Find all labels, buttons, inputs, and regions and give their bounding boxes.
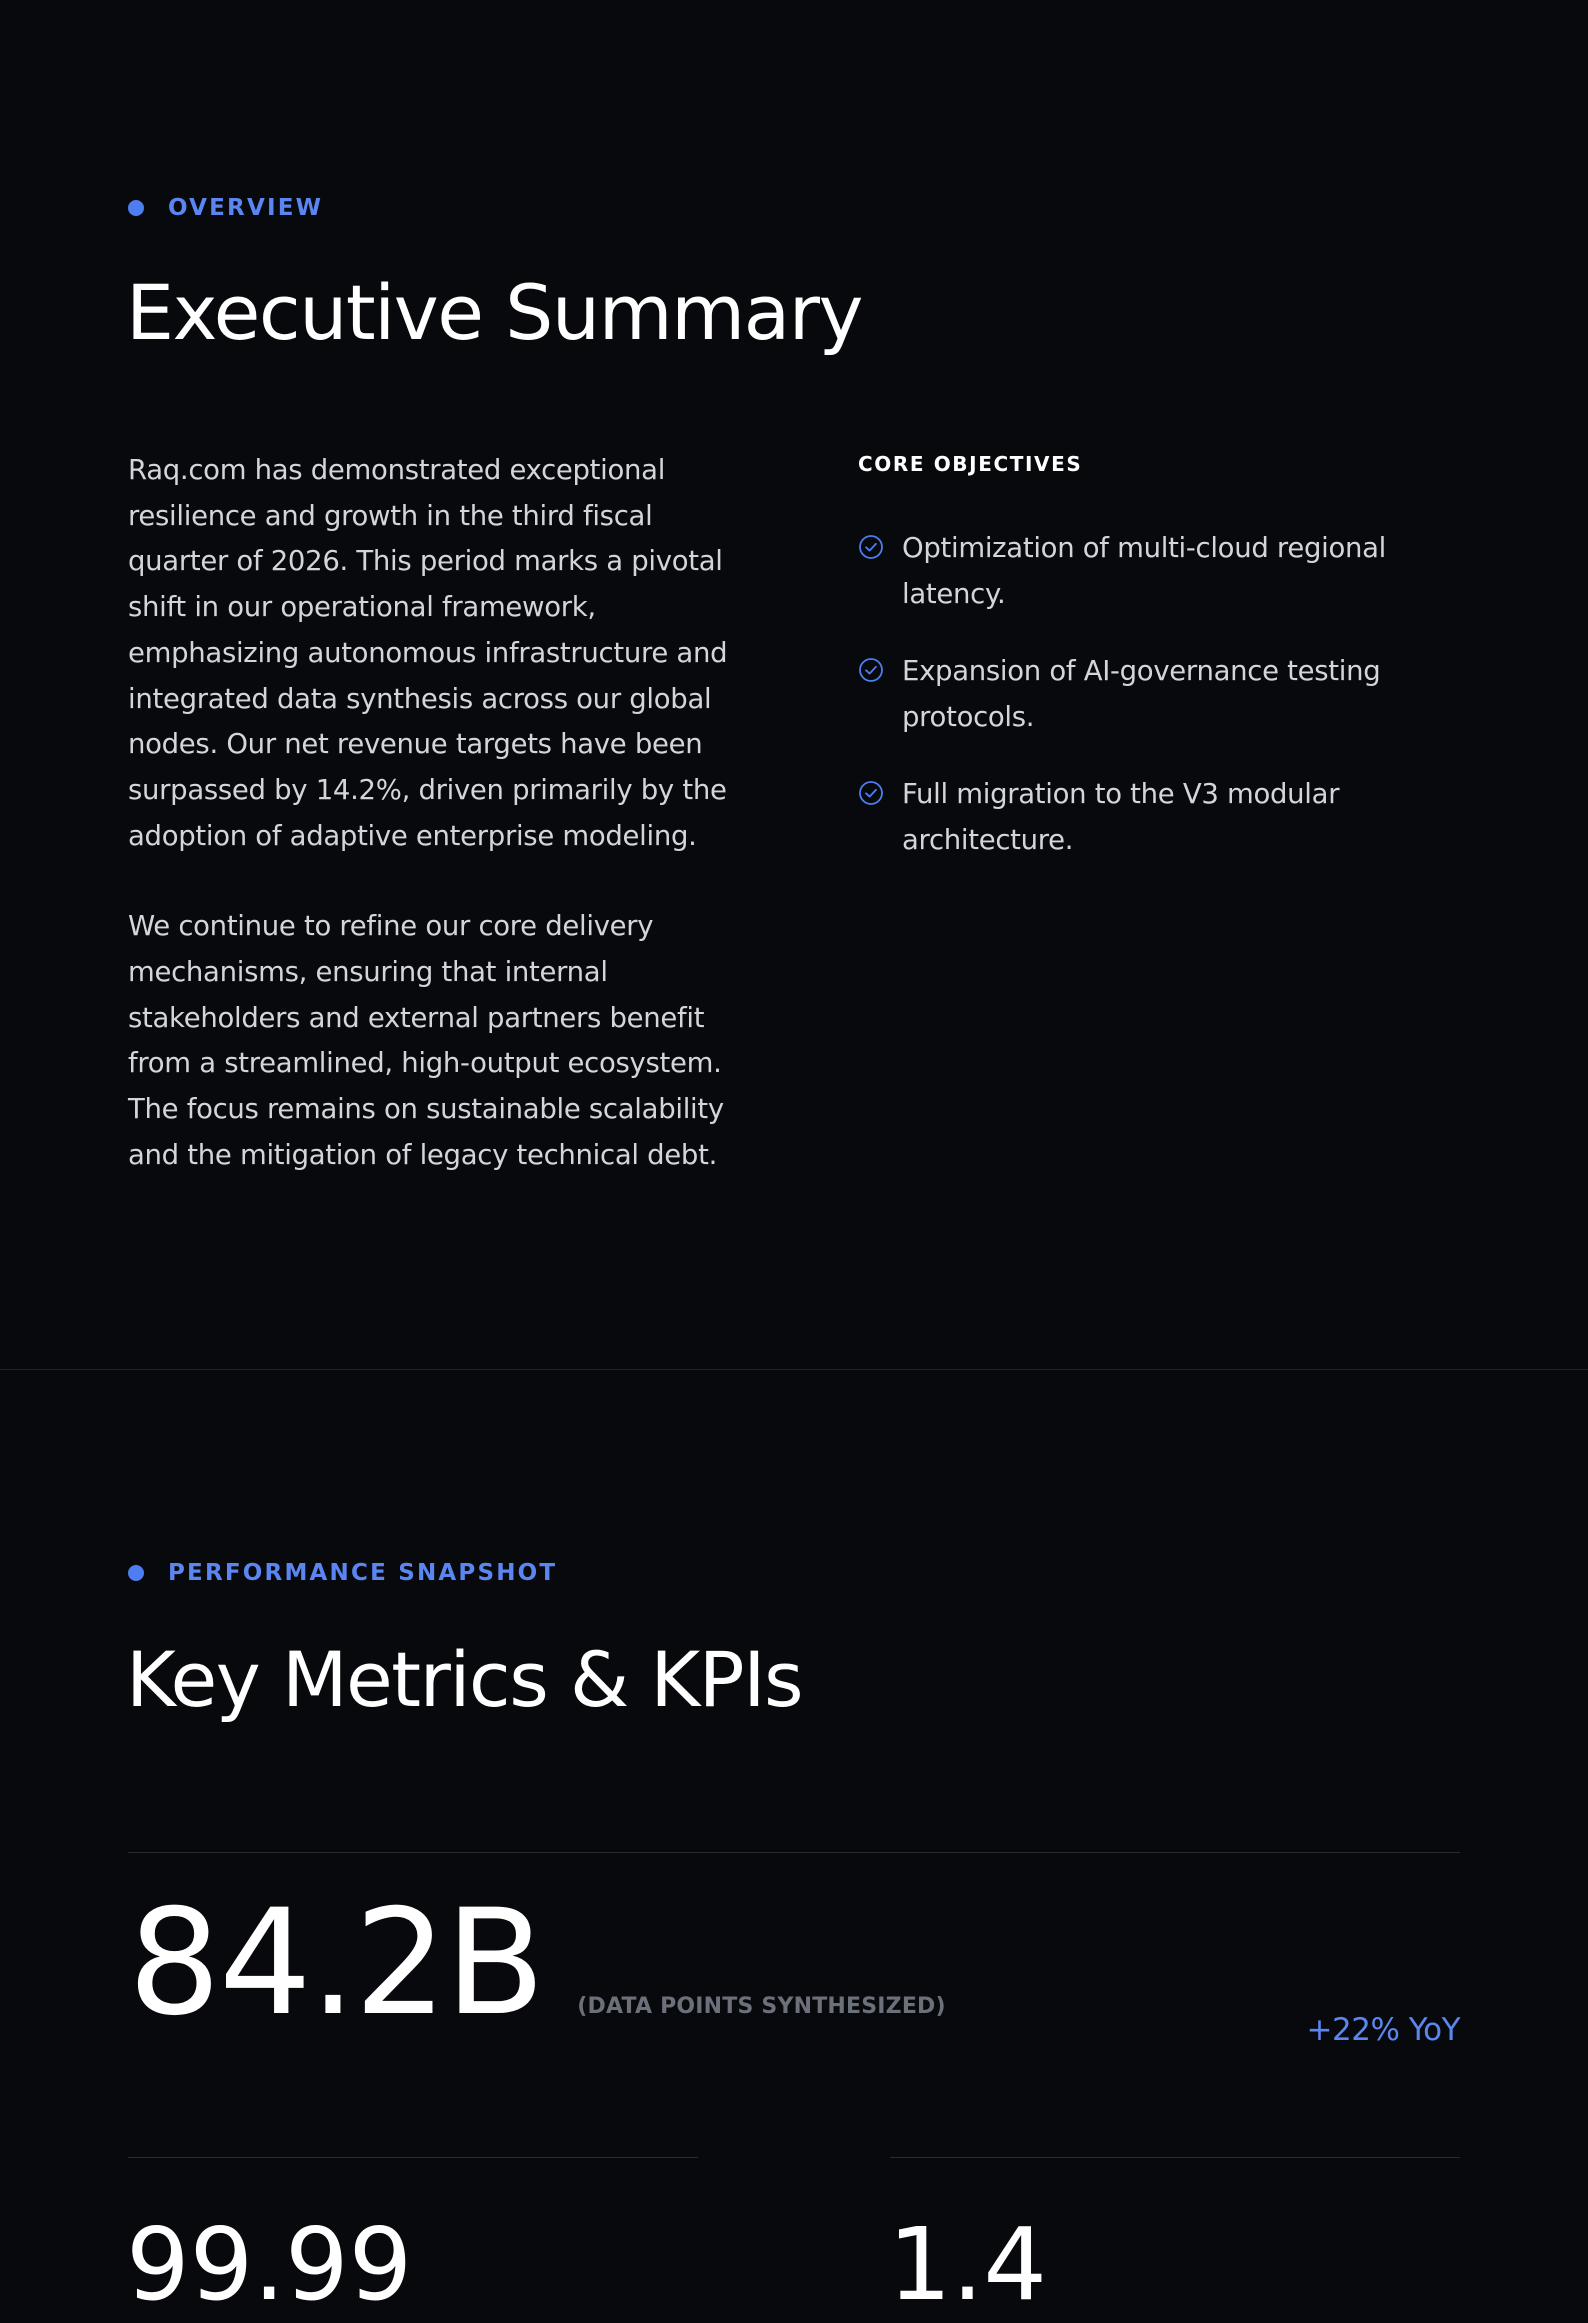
performance-title: Key Metrics & KPIs	[126, 1635, 803, 1724]
secondary-metric-value: 1.4	[888, 2206, 1048, 2323]
accent-dot-icon	[128, 1565, 144, 1581]
primary-metric-change: +22% YoY	[1306, 2012, 1460, 2048]
secondary-metric-value: 99.99	[126, 2206, 413, 2323]
objective-text: Full migration to the V3 modular architecture.	[902, 778, 1340, 856]
overview-paragraph-2: We continue to refine our core delivery mechanisms, ensuring that internal stakeholders and external partners benefit from a streamlined, high-output ecosystem. The focus remains on sustainable scalability and the mitigation of legacy technical debt.	[128, 910, 724, 1171]
metric-divider	[890, 2157, 1460, 2158]
core-objectives-title: CORE OBJECTIVES	[858, 452, 1083, 476]
metric-divider	[128, 1852, 1460, 1853]
performance-eyebrow	[128, 1560, 557, 1586]
primary-metric-value: 84.2B	[128, 1878, 544, 2048]
check-circle-icon	[858, 534, 884, 560]
check-circle-icon	[858, 780, 884, 806]
performance-section	[0, 1370, 1588, 2323]
overview-paragraph-1: Raq.com has demonstrated exceptional resilience and growth in the third fiscal quarter of 2026. This period marks a pivotal shift in our operational framework, emphasizing autonomous infrastructure and integrated data synthesis across our global nodes. Our net revenue targets have been surpassed by 14.2%, driven primarily by the adoption of adaptive enterprise modeling.	[128, 454, 728, 852]
accent-dot-icon	[128, 200, 144, 216]
objective-item	[858, 649, 1418, 740]
overview-title: Executive Summary	[126, 268, 862, 357]
objective-item	[858, 526, 1418, 617]
metric-divider	[128, 2157, 698, 2158]
objective-text: Optimization of multi-cloud regional latency.	[902, 532, 1386, 610]
objective-text: Expansion of AI-governance testing protocols.	[902, 655, 1381, 733]
primary-metric	[128, 1878, 946, 2048]
overview-body	[128, 448, 748, 1224]
overview-eyebrow	[128, 195, 323, 221]
core-objectives	[858, 452, 1418, 895]
primary-metric-unit: (DATA POINTS SYNTHESIZED)	[577, 1994, 946, 2019]
performance-eyebrow-label: PERFORMANCE SNAPSHOT	[168, 1560, 558, 1586]
overview-eyebrow-label: OVERVIEW	[168, 195, 324, 221]
check-circle-icon	[858, 657, 884, 683]
objective-item	[858, 772, 1418, 863]
